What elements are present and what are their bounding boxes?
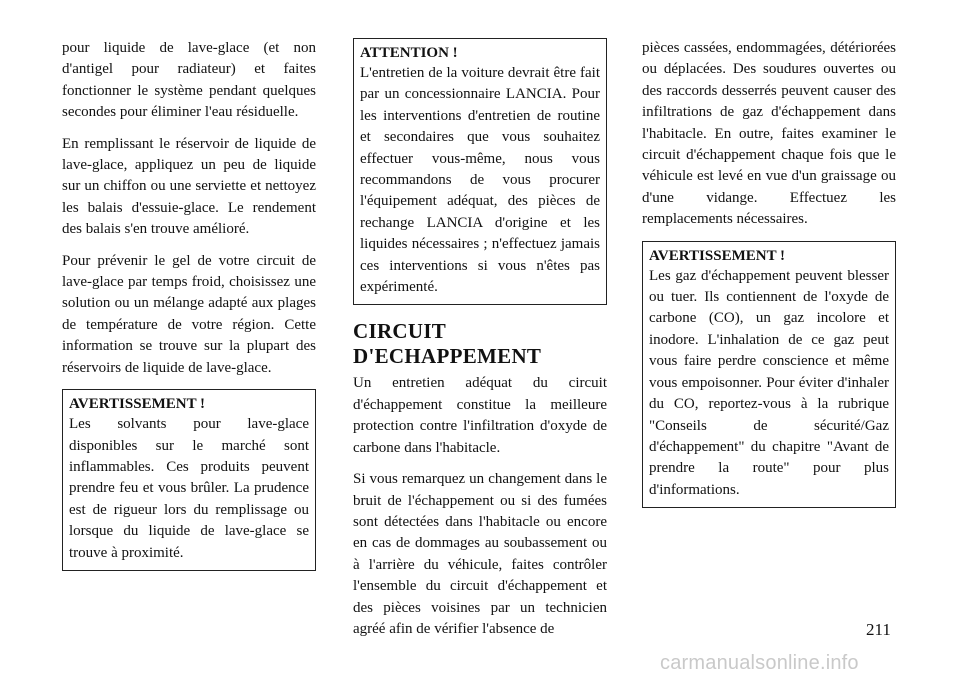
warning-text: Les gaz d'échappement peuvent blesser ou tuer. Ils contiennent de l'oxyde de carbone (CO), un gaz incolore et inodore. L'inhalation de ce gaz peut vous faire perdre conscience et même vous empoisonner. Pour éviter d'inhaler du CO, reportez-vous à la rubrique "Conseils de sécurité/Gaz d'échappement" du chapitre "Avant de prendre la route" pour plus d'informations. <box>649 267 889 498</box>
warning-box-exhaust-gas <box>642 241 896 508</box>
warning-text: Les solvants pour lave-glace disponibles sur le marché sont inflammables. Ces produits peuvent prendre feu et vous brûler. La prudence est de rigueur lors du remplissage ou lorsque du liquide de lave-glace se trouve à proximité. <box>69 416 309 561</box>
paragraph-exhaust-maintenance: Un entretien adéquat du circuit d'échappement constitue la meilleure protection contre l'infiltration d'oxyde de carbone dans l'habitacle. <box>353 375 607 456</box>
warning-title: AVERTISSEMENT ! <box>69 396 206 413</box>
right-column <box>642 38 896 518</box>
watermark-logo: carmanualsonline.info <box>660 652 859 674</box>
page-number: 211 <box>866 620 891 639</box>
heading-line-2: D'ECHAPPEMENT <box>353 344 542 369</box>
paragraph-fill-reservoir: En remplissant le réservoir de liquide de lave-glace, appliquez un peu de liquide sur un chiffon ou une serviette et nettoyez les balais d'essuie-glace. Le rendement des balais s'en trouve amélioré. <box>62 135 316 238</box>
warning-title: AVERTISSEMENT ! <box>649 247 786 264</box>
paragraph-rinse: pour liquide de lave-glace (et non d'antigel pour radiateur) et faites fonctionner le système pendant quelques secondes pour éliminer l'eau résiduelle. <box>62 40 316 121</box>
middle-column <box>353 38 607 650</box>
left-column <box>62 38 316 581</box>
attention-text: L'entretien de la voiture devrait être fait par un concessionnaire LANCIA. Pour les interventions d'entretien de routine et secondaires que vous souhaitez effectuer vous-même, nous vous recommandons de vous procurer l'équipement adéquat, des pièces de rechange LANCIA d'origine et les liquides nécessaires ; n'effectuez jamais ces interventions si vous n'êtes pas expérimenté. <box>360 65 600 296</box>
warning-box-solvents <box>62 389 316 571</box>
paragraph-exhaust-check: Si vous remarquez un changement dans le bruit de l'échappement ou si des fumées sont détectées dans l'habitacle ou encore en cas de dommages au soubassement ou à l'arrière du véhicule, faites contrôler l'ensemble du circuit d'échappement et des pièces voisines par un technicien agréé afin de vérifier l'absence de <box>353 471 607 637</box>
section-heading-exhaust <box>353 319 607 369</box>
paragraph-exhaust-continued: pièces cassées, endommagées, détériorées ou déplacées. Des soudures ouvertes ou des raccords desserrés peuvent causer des infiltrations de gaz d'échappement dans l'habitacle. En outre, faites examiner le circuit d'échappement chaque fois que le véhicule est levé en vue d'un graissage ou d'une vidange. Effectuez les remplacements nécessaires. <box>642 40 896 228</box>
heading-line-1: CIRCUIT <box>353 319 447 344</box>
attention-title: ATTENTION ! <box>360 45 458 61</box>
paragraph-freeze-prevention: Pour prévenir le gel de votre circuit de lave-glace par temps froid, choisissez une solution ou un mélange adapté aux plages de température de votre région. Cette information se trouve sur la plupart des réservoirs de liquide de lave-glace. <box>62 252 316 376</box>
attention-box <box>353 38 607 305</box>
